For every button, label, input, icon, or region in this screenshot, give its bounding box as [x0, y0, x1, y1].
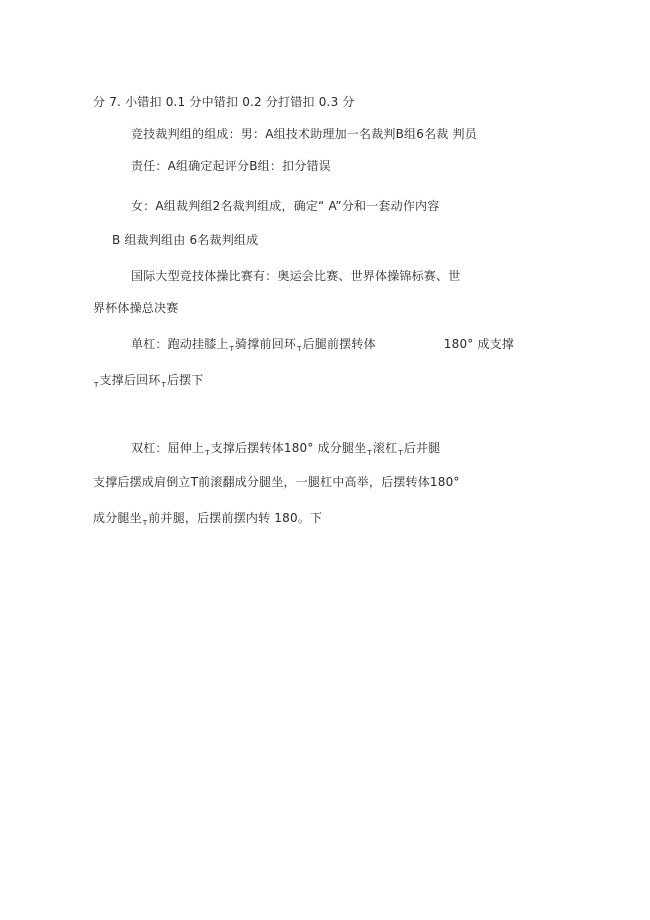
parallel-bars-seg1: 双杠：屈伸上 [131, 441, 205, 455]
international-competitions-continued: 界杯体操总决赛 [93, 301, 179, 315]
parallel-bars-seg4: 后并腿 [403, 441, 441, 455]
single-bar-routine-line2 [93, 372, 204, 393]
judging-panel-composition-men: 竞技裁判组的组成：男：A组技术助理加一名裁判B组6名裁 判员 [131, 127, 477, 141]
parallel-bars-line3-sub1: T [142, 519, 148, 527]
international-competitions-line: 国际大型竞技体操比赛有：奥运会比赛、世界体操锦标赛、世 [131, 269, 461, 283]
single-bar-line2-seg1: 支撑后回环 [99, 373, 161, 387]
single-bar-sub1: T [229, 345, 235, 353]
parallel-bars-sub2: T [367, 449, 372, 457]
scoring-deduction-line: 分 7. 小错扣 0.1 分中错扣 0.2 分打错扣 0.3 分 [93, 95, 355, 109]
parallel-bars-routine-line1 [131, 440, 440, 461]
single-bar-line2-sub1: T [94, 381, 99, 389]
parallel-bars-seg3: 滚杠 [372, 441, 398, 455]
parallel-bars-routine-line3 [93, 510, 322, 531]
parallel-bars-line3-seg1: 成分腿坐 [93, 511, 142, 525]
judging-panel-b-group: B 组裁判组由 6名裁判组成 [112, 233, 259, 247]
parallel-bars-sub3: T [398, 449, 403, 457]
parallel-bars-line3-seg2: 前并腿，后摆前摆内转 180。下 [148, 511, 323, 525]
parallel-bars-sub1: T [205, 449, 210, 457]
single-bar-seg4: 180° 成支撑 [443, 337, 515, 351]
judging-panel-composition-women: 女：A组裁判组2名裁判组成，确定“ A”分和一套动作内容 [131, 199, 440, 213]
single-bar-line2-sub2: T [161, 381, 166, 389]
single-bar-seg1: 单杠：跑动挂膝上 [131, 337, 229, 351]
judging-panel-responsibility: 责任：A组确定起评分B组：扣分错误 [131, 159, 331, 173]
single-bar-seg3: 后腿前摆转体 [302, 337, 376, 351]
single-bar-routine-line1 [131, 336, 514, 357]
single-bar-line2-seg2: 后摆下 [166, 373, 204, 387]
single-bar-seg2: 骑撑前回环 [235, 337, 297, 351]
parallel-bars-seg2: 支撑后摆转体180° 成分腿坐 [210, 441, 367, 455]
single-bar-sub2: T [297, 345, 302, 353]
parallel-bars-routine-line2: 支撑后摆成肩倒立T前滚翻成分腿坐，一腿杠中高举，后摆转体180° [93, 475, 460, 489]
